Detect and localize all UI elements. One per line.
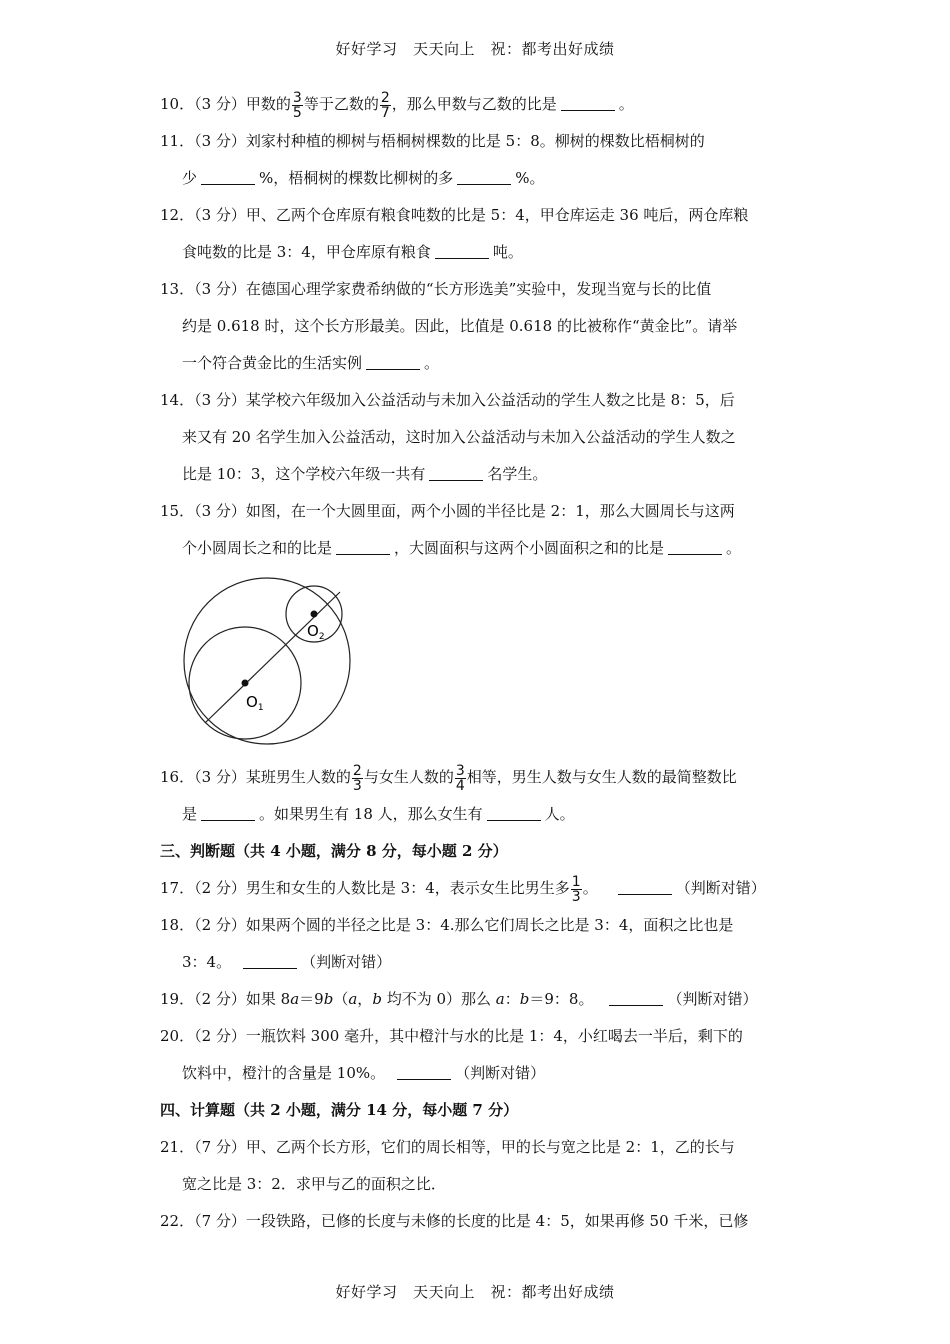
question-12: 12．（3 分）甲、乙两个仓库原有粮食吨数的比是 5：4，甲仓库运走 36 吨后，两仓库粮 食吨数的比是 3：4，甲仓库原有粮食 吨。 xyxy=(160,206,749,261)
question-17: 17．（2 分）男生和女生的人数比是 3：4，表示女生比男生多 $\frac{1}{3}$ 。 （判断对错） xyxy=(160,873,766,905)
section-heading-3: 三、判断题（共 4 小题，满分 8 分，每小题 2 分） xyxy=(160,842,508,860)
circles-figure xyxy=(160,567,792,759)
question-15: 15．（3 分）如图，在一个大圆里面，两个小圆的半径比是 2：1，那么大圆周长与这两 个小圆周长之和的比是 ，大圆面积与这两个小圆面积之和的比是 。 xyxy=(160,502,742,557)
label-o1: $O_1$ xyxy=(246,693,264,713)
answer-blank xyxy=(243,953,297,969)
question-13: 13．（3 分）在德国心理学家费希纳做的“长方形选美”实验中，发现当宽与长的比值 约是 0.618 时，这个长方形最美。因此，比值是 0.618 的比被称作“黄金比”。请举 一个符合黄金比的生活实例 。 xyxy=(160,280,738,372)
label-o2: $O_2$ xyxy=(307,622,325,642)
question-19: 19．（2 分）如果 8a＝9b（a，b 均不为 0）那么 a：b＝9：8。 （判断对错） xyxy=(160,990,758,1008)
fraction: $\frac{1}{3}$ xyxy=(571,873,581,905)
center-o2 xyxy=(311,611,318,618)
circles-diagram xyxy=(180,575,360,755)
page-footer: 好好学习 天天向上 祝：都考出好成绩 xyxy=(335,1283,615,1301)
answer-blank xyxy=(618,879,672,895)
fraction: $\frac{3}{5}$ xyxy=(292,89,302,121)
answer-blank xyxy=(336,539,390,555)
question-22: 22．（7 分）一段铁路，已修的长度与未修的长度的比是 4：5，如果再修 50 千米，已修 xyxy=(160,1212,749,1230)
answer-blank xyxy=(201,805,255,821)
question-14: 14．（3 分）某学校六年级加入公益活动与未加入公益活动的学生人数之比是 8：5，后 来又有 20 名学生加入公益活动，这时加入公益活动与未加入公益活动的学生人数之 比是 10：3，这个学校六年级一共有 名学生。 xyxy=(160,391,736,483)
question-10: 10．（3 分）甲数的 $\frac{3}{5}$ 等于乙数的 $\frac{2}{7}$ ，那么甲数与乙数的比是 。 xyxy=(160,89,634,121)
fraction: $\frac{2}{7}$ xyxy=(380,89,390,121)
question-18: 18．（2 分）如果两个圆的半径之比是 3：4.那么它们周长之比是 3：4，面积之比也是 3：4。 （判断对错） xyxy=(160,916,734,971)
section-heading-4: 四、计算题（共 2 小题，满分 14 分，每小题 7 分） xyxy=(160,1101,519,1119)
answer-blank xyxy=(201,169,255,185)
page-header: 好好学习 天天向上 祝：都考出好成绩 xyxy=(335,40,615,58)
question-list xyxy=(160,86,792,1240)
answer-blank xyxy=(609,990,663,1006)
answer-blank xyxy=(366,354,420,370)
question-11: 11．（3 分）刘家村种植的柳树与梧桐树棵数的比是 5：8。柳树的棵数比梧桐树的 少 %，梧桐树的棵数比柳树的多 %。 xyxy=(160,132,705,187)
answer-blank xyxy=(561,95,615,111)
answer-blank xyxy=(435,243,489,259)
fraction: $\frac{2}{3}$ xyxy=(352,762,362,794)
diameter-line xyxy=(205,592,340,723)
center-o1 xyxy=(242,680,249,687)
question-20: 20．（2 分）一瓶饮料 300 毫升，其中橙汁与水的比是 1：4，小红喝去一半后，剩下的 饮料中，橙汁的含量是 10%。 （判断对错） xyxy=(160,1027,743,1082)
question-16: 16．（3 分）某班男生人数的 $\frac{2}{3}$ 与女生人数的 $\frac{3}{4}$ 相等，男生人数与女生人数的最简整数比 是 。如果男生有 18 人，那么女生有 人。 xyxy=(160,762,737,823)
answer-blank xyxy=(429,465,483,481)
answer-blank xyxy=(397,1064,451,1080)
answer-blank xyxy=(668,539,722,555)
answer-blank xyxy=(457,169,511,185)
answer-blank xyxy=(487,805,541,821)
question-21: 21．（7 分）甲、乙两个长方形，它们的周长相等，甲的长与宽之比是 2：1，乙的长与 宽之比是 3：2．求甲与乙的面积之比． xyxy=(160,1138,735,1193)
fraction: $\frac{3}{4}$ xyxy=(455,762,465,794)
